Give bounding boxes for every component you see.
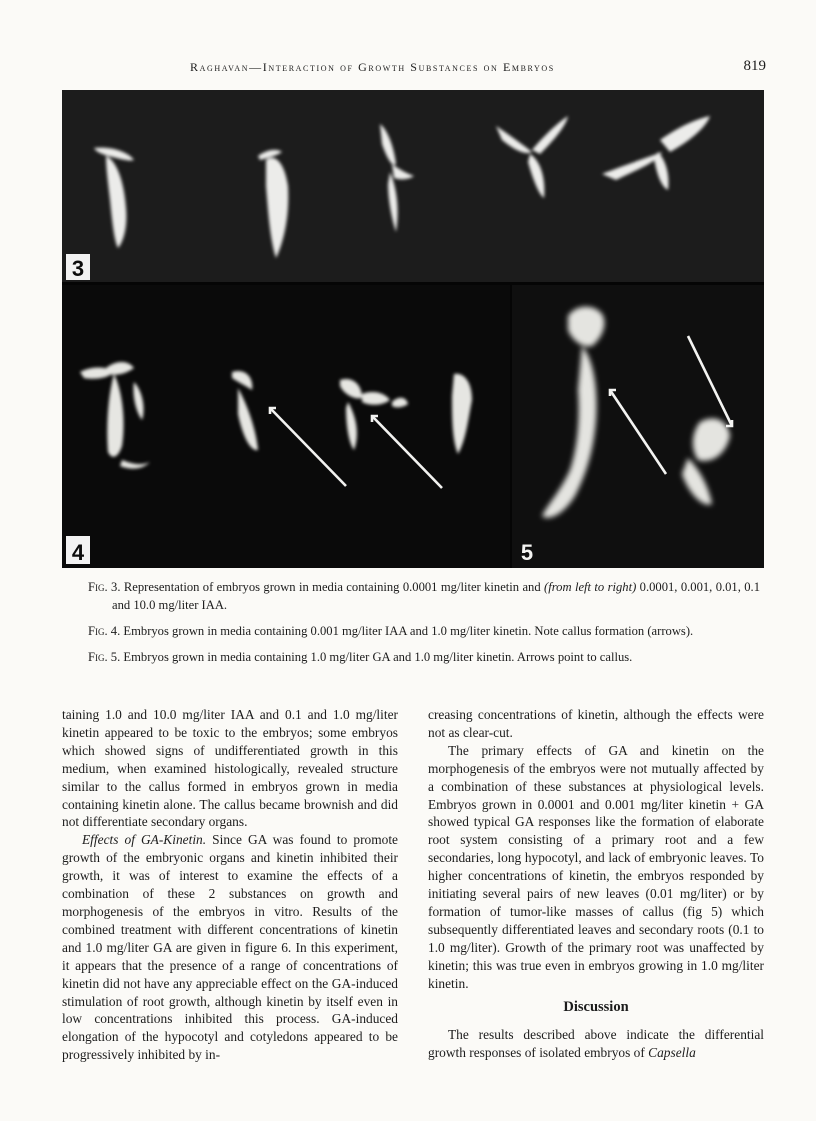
page-number: 819 [743,58,766,74]
caption-fig3-italic: (from left to right) [544,580,637,594]
figure-plate [62,90,764,568]
fig4-number: 4 [71,540,85,565]
right-paragraph-1: creasing concentrations of kinetin, although the effects were not as clear-cut. [428,707,764,740]
discussion-italic-genus: Capsella [648,1045,696,1061]
caption-fig3 [88,578,760,614]
discussion-heading: Discussion [563,998,629,1015]
fig3-number: 3 [71,256,85,281]
plate-photographs [62,90,764,568]
section-heading-ga-kinetin: Effects of GA-Kinetin. [82,832,207,848]
caption-fig3-text-after: 0.0001, 0.001, 0.01, 0.1 and 10.0 mg/liter IAA. [112,580,760,612]
caption-fig5 [88,648,760,666]
running-head: Raghavan—Interaction of Growth Substances on Embryos [190,60,555,74]
caption-fig5-text: Embryos grown in media containing 1.0 mg/liter GA and 1.0 mg/liter kinetin. Arrows point to callus. [123,650,633,664]
right-column [428,706,764,1062]
caption-fig4-label: Fig. 4. [88,624,121,638]
right-paragraph-2: The primary effects of GA and kinetin on the morphogenesis of the embryos were not mutually affected by a combination of these substances at physiological levels. Embryos grown in 0.0001 and 0.001 mg/liter kinetin + GA showed typical GA responses like the formation of elaborate root system consisting of a primary root and a few secondaries, long hypocotyl, and lack of embryonic leaves. To higher concentrations of kinetin, the embryos responded by initiating several pairs of new leaves (0.01 mg/liter) or by formation of tumor-like masses of callus (fig 5) which subsequently differentiated leaves and secondary roots (0.1 to 1.0 mg/liter). Growth of the primary root was unaffected by kinetin; this was true even in embryos growing in 1.0 mg/liter kinetin. [428,742,764,991]
left-paragraph-2 [62,831,398,1064]
left-column [62,706,398,1064]
fig4-panel [62,285,510,568]
discussion-paragraph [428,1026,764,1062]
left-paragraph-2-text: Since GA was found to promote growth of the embryonic organs and kinetin inhibited their growth, it was of interest to examine the effects of a combination of these 2 substances on growth and morphogenesis of the embryos in vitro. Results of the combined treatment with different concentrations of kinetin and 1.0 mg/liter GA are given in figure 6. In this experiment, it appears that the presence of a range of concentrations of kinetin did not have any appreciable effect on the GA-induced stimulation of root growth, although kinetin by itself even in low concentrations inhibited this process. GA-induced elongation of the hypocotyl and cotyledons appeared to be progressively inhibited by in- [62,832,398,1063]
left-paragraph-1: taining 1.0 and 10.0 mg/liter IAA and 0.1 and 1.0 mg/liter kinetin appeared to be toxic to the embryos; some embryos which showed signs of undifferentiated growth in this medium, when examined histologically, revealed structure similar to the callus formed in embryos grown in media containing kinetin alone. The callus became brownish and did not differentiate secondary organs. [62,707,398,830]
page-header [62,58,766,78]
figure-captions [88,578,760,674]
caption-fig4-text: Embryos grown in media containing 0.001 mg/liter IAA and 1.0 mg/liter kinetin. Note callus formation (arrows). [123,624,694,638]
caption-fig5-label: Fig. 5. [88,650,121,664]
discussion-text: The results described above indicate the differential growth responses of isolated embryos of [428,1027,764,1061]
caption-fig4 [88,622,760,640]
caption-fig3-label: Fig. 3. [88,580,121,594]
fig5-number: 5 [520,540,534,565]
caption-fig3-text: Representation of embryos grown in media containing 0.0001 mg/liter kinetin and [123,580,545,594]
